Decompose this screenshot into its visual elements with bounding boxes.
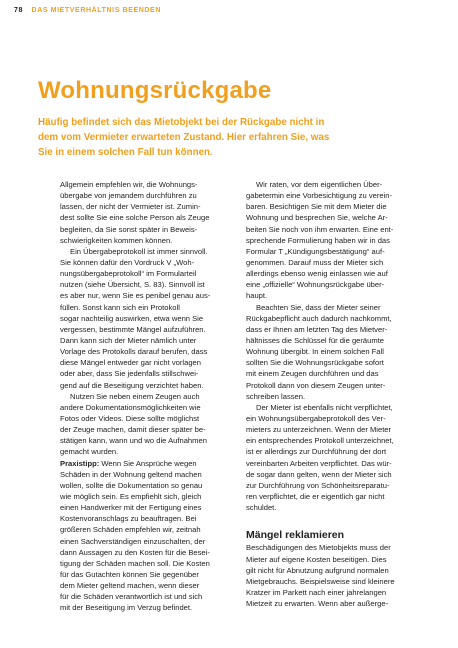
body-column-left xyxy=(60,179,235,613)
text-line: Sie können dafür den Vordruck V „Woh- xyxy=(60,257,195,267)
text-line: schreiben lassen. xyxy=(246,391,306,401)
text-line: mieters zu unterzeichnen. Wenn der Mieter xyxy=(246,425,392,435)
text-line: vergessen, bestimmte Mängel aufzuführen. xyxy=(60,324,206,334)
text-line: der Zeuge machen, damit dieser später be- xyxy=(60,425,206,435)
text-line: Fotos oder Videos. Diese sollte möglichst xyxy=(60,413,200,423)
text-line: wie möglich sein. Es empfiehlt sich, gleich xyxy=(60,491,202,501)
text-line: de sogar dann gelten, wenn der Mieter sich xyxy=(246,469,392,479)
section-subheading: Mängel reklamieren xyxy=(246,529,345,542)
text-line: gabetermin eine Vorbesichtigung zu verein- xyxy=(246,191,393,201)
text-line: zur Durchführung von Schönheitsreparatu- xyxy=(246,480,390,490)
praxistipp-label: Praxistipp: xyxy=(60,458,100,468)
page-number: 78 xyxy=(14,7,23,14)
text-line: Mieter auf eigene Kosten beseitigen. Dies xyxy=(246,554,387,564)
text-line: sollten Sie die Wohnungsrückgabe sofort xyxy=(246,358,384,368)
text-line: Wohnung und besprechen Sie, welche Ar- xyxy=(246,213,388,223)
text-line: einen Sachverständigen einzuschalten, der xyxy=(60,536,206,546)
running-header xyxy=(14,7,161,14)
text-line: Wohnung übergibt. In einem solchen Fall xyxy=(246,347,384,357)
text-line: sprechende Formulierung haben wir in das xyxy=(246,235,390,245)
text-line: nungsübergabeprotokoll“ im Formularteil xyxy=(60,269,197,279)
text-line: für das Gutachten können Sie gegenüber xyxy=(60,569,199,579)
text-line: allerdings ebenso wenig einlassen wie auf xyxy=(246,269,388,279)
text-line: Wenn Sie Ansprüche wegen xyxy=(101,458,197,468)
text-line: dass er Ihnen am letzten Tag des Mietver- xyxy=(246,324,388,334)
text-line: gend auf die Beseitigung verzichtet haben. xyxy=(60,380,204,390)
text-line: Formular T „Kündigungsbestätigung“ auf- xyxy=(246,246,385,256)
text-line: diese Mängel entweder gar nicht vorlagen xyxy=(60,358,201,368)
text-line: Der Mieter ist ebenfalls nicht verpflichtet, xyxy=(256,402,393,412)
lead-line: Sie in einem solchen Fall tun können. xyxy=(38,147,213,158)
spacer xyxy=(246,513,416,524)
text-line: begleiten, da Sie sonst später in Beweis- xyxy=(60,224,198,234)
text-line: Kratzer im Parkett nach einer jahrelangen xyxy=(246,587,387,597)
text-line: Rückgabepflicht auch dadurch nachkommt, xyxy=(246,313,392,323)
text-line: Beschädigungen des Mietobjekts muss der xyxy=(246,543,391,553)
text-line: oder aber, dass Sie jedenfalls stillschwei- xyxy=(60,369,199,379)
text-line: Allgemein empfehlen wir, die Wohnungs- xyxy=(60,180,198,189)
text-line: Beachten Sie, dass der Mieter seiner xyxy=(256,302,381,312)
text-line: mit einem Zeugen durchführen und das xyxy=(246,369,379,379)
body-column-right xyxy=(246,179,416,609)
text-line: füllen. Sonst kann sich ein Protokoll xyxy=(60,302,180,312)
text-line: gilt nicht für Abnutzung aufgrund normalen xyxy=(246,565,389,575)
text-line: schuldet. xyxy=(246,503,277,513)
text-line: Vorlage des Protokolls darauf berufen, dass xyxy=(60,347,208,357)
text-line: Nutzen Sie neben einem Zeugen auch xyxy=(70,391,200,401)
text-line: beiten Sie noch von ihm erwarten. Eine ent- xyxy=(246,224,394,234)
text-line: ist er allerdings zur Durchführung der dort xyxy=(246,447,387,457)
text-line: eine „offizielle“ Wohnungsrückgabe über- xyxy=(246,280,385,290)
text-line: dann Aussagen zu den Kosten für die Besei- xyxy=(60,547,210,557)
text-line: tigung der Schäden machen soll. Die Kosten xyxy=(60,558,210,568)
text-line: es aber nur, wenn Sie es penibel genau aus- xyxy=(60,291,211,301)
text-line: schwierigkeiten kommen können. xyxy=(60,235,173,245)
text-line: ein Wohnungsübergabeprotokoll des Ver- xyxy=(246,413,386,423)
text-line: Wir raten, vor dem eigentlichen Über- xyxy=(256,180,383,189)
text-line: Ein Übergabeprotokoll ist immer sinnvoll. xyxy=(70,246,208,256)
text-line: nutzen (siehe Übersicht, S. 83). Sinnvoll ist xyxy=(60,280,205,290)
text-line: übergabe von jemandem durchführen zu xyxy=(60,191,197,201)
text-line: baren. Besichtigen Sie mit dem Mieter die xyxy=(246,202,387,212)
text-line: genommen. Darauf muss der Mieter sich xyxy=(246,257,384,267)
text-line: Dann kann sich der Mieter nämlich unter xyxy=(60,335,197,345)
lead-line: dem vom Vermieter erwarteten Zustand. Hier erfahren Sie, was xyxy=(38,132,330,143)
text-line: Mietzeit zu erwarten. Wenn aber außerge- xyxy=(246,599,389,609)
text-line: ein entsprechendes Protokoll unterzeichnet, xyxy=(246,436,394,446)
text-line: einen Handwerker mit der Fertigung eines xyxy=(60,503,202,513)
text-line: wollen, sollte die Dokumentation so genau xyxy=(60,480,203,490)
text-line: größeren Schäden empfehlen wir, zeitnah xyxy=(60,525,201,535)
text-line: andere Dokumentationsmöglichkeiten wie xyxy=(60,402,201,412)
text-line: für die Schäden verantwortlich ist und sich xyxy=(60,592,203,602)
lead-paragraph xyxy=(38,115,430,160)
text-line: Protokoll dann von diesem Zeugen unter- xyxy=(246,380,386,390)
text-line: ren verpflichtet, die er eigentlich gar nicht xyxy=(246,491,385,501)
text-line: Kostenvoranschlags zu beauftragen. Bei xyxy=(60,514,197,524)
text-line: dem Mieter geltend machen, wenn dieser xyxy=(60,581,200,591)
lead-line: Häufig befindet sich das Mietobjekt bei der Rückgabe nicht in xyxy=(38,117,325,128)
text-line: vereinbarten Arbeiten verpflichtet. Das wür- xyxy=(246,458,392,468)
text-line: dest sollte Sie eine solche Person als Zeuge xyxy=(60,213,210,223)
text-line: mit der Beseitigung im Verzug befindet. xyxy=(60,603,193,613)
text-line: haupt. xyxy=(246,291,268,301)
page-title: Wohnungsrückgabe xyxy=(38,77,272,104)
text-line: gemacht wurden. xyxy=(60,447,119,457)
text-line: stätigen kann, wann und wo die Aufnahmen xyxy=(60,436,207,446)
text-line: Schäden in der Wohnung geltend machen xyxy=(60,469,202,479)
text-line: lassen, der nicht der Vermieter ist. Zumin- xyxy=(60,202,201,212)
praxistipp-line xyxy=(60,458,235,469)
text-line: Mietgebrauchs. Beispielsweise sind kleinere xyxy=(246,576,395,586)
text-line: sogar nachteilig auswirken, etwa wenn Sie xyxy=(60,313,204,323)
section-title: DAS MIETVERHÄLTNIS BEENDEN xyxy=(31,7,161,14)
text-line: hältnisses die Schlüssel für die geräumte xyxy=(246,335,385,345)
